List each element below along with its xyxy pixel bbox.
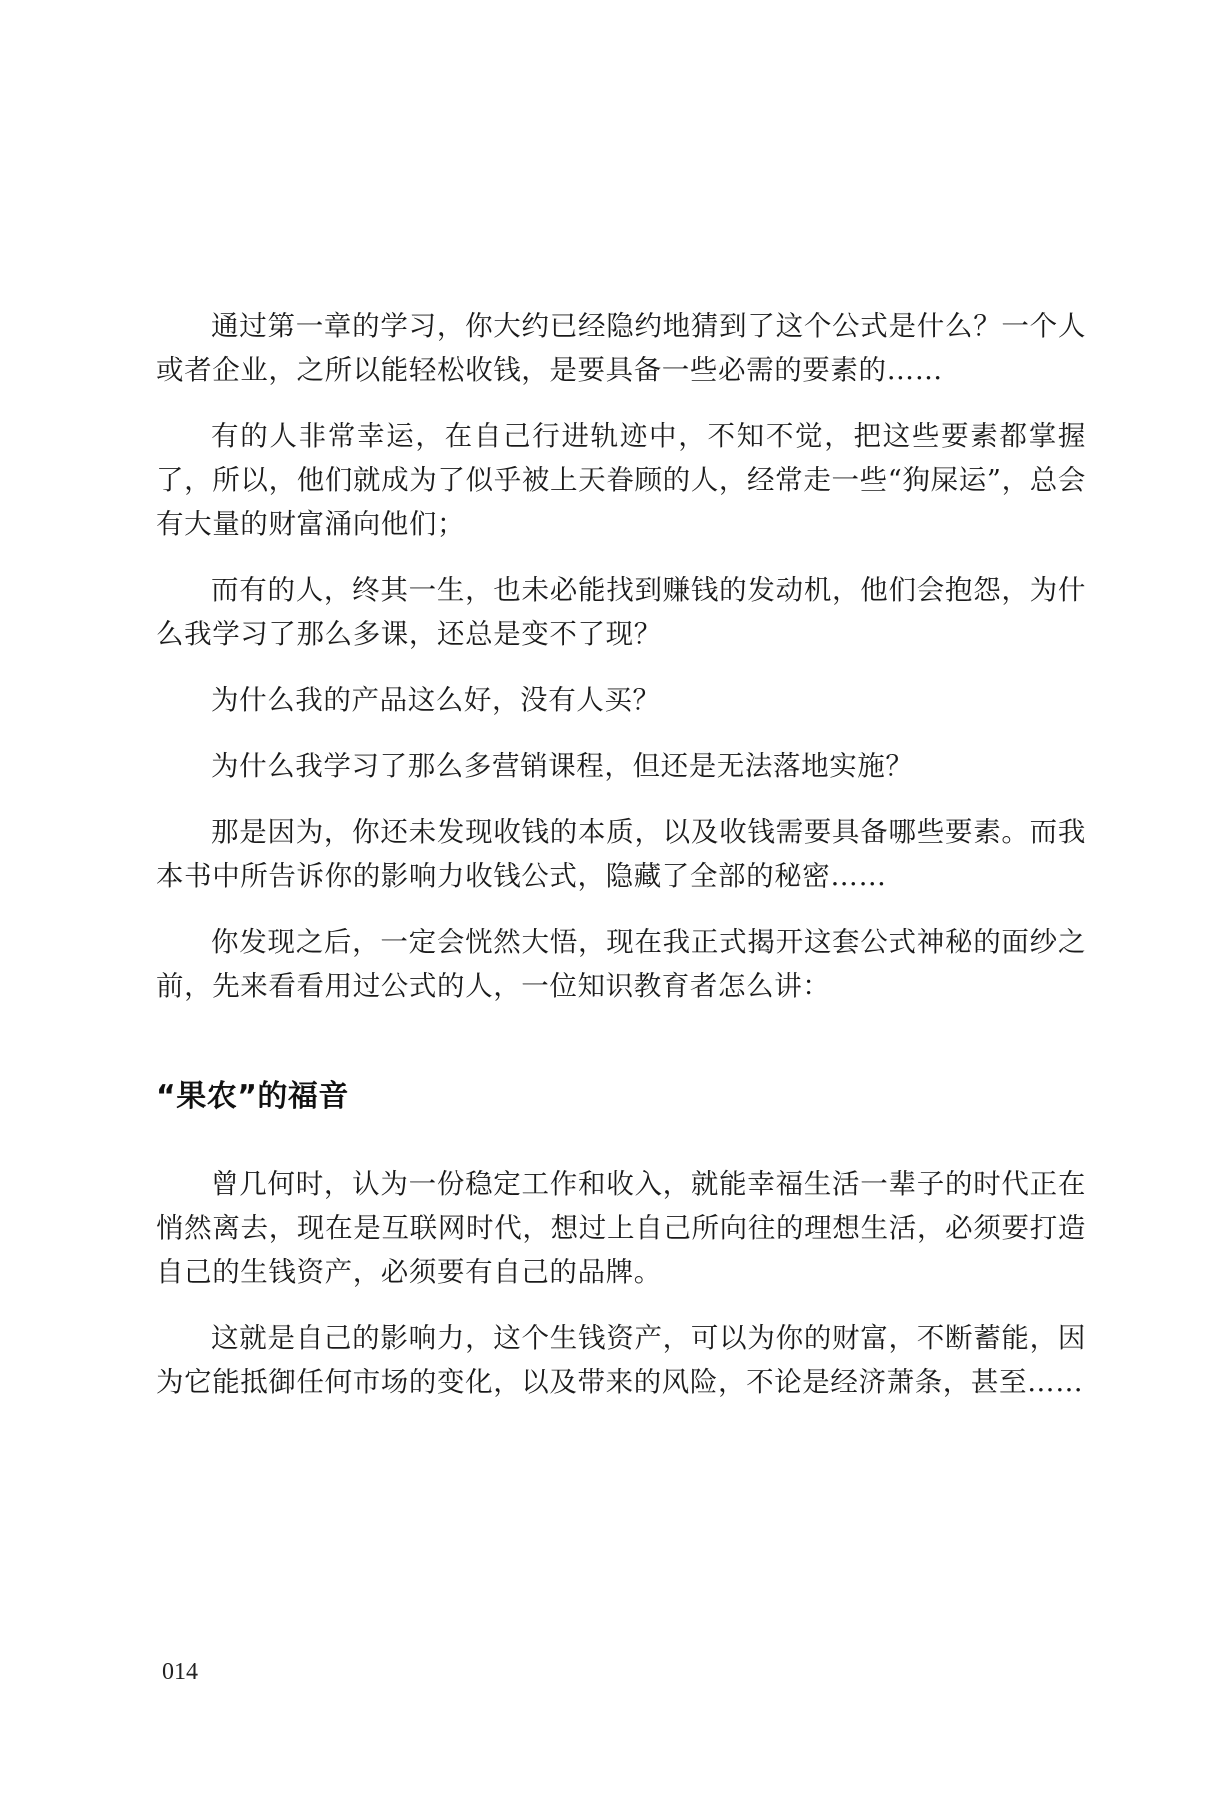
paragraph: 这就是自己的影响力，这个生钱资产，可以为你的财富，不断蓄能，因为它能抵御任何市场的变化，以及带来的风险，不论是经济萧条，甚至…… xyxy=(156,1322,1086,1398)
paragraph: 你发现之后，一定会恍然大悟，现在我正式揭开这套公式神秘的面纱之前，先来看看用过公式的人，一位知识教育者怎么讲： xyxy=(156,926,1086,1002)
body-text-section-one xyxy=(156,304,1086,1030)
paragraph: 曾几何时，认为一份稳定工作和收入，就能幸福生活一辈子的时代正在悄然离去，现在是互联网时代，想过上自己所向往的理想生活，必须要打造自己的生钱资产，必须要有自己的品牌。 xyxy=(156,1168,1086,1288)
paragraph: 通过第一章的学习，你大约已经隐约地猜到了这个公式是什么？一个人或者企业，之所以能轻松收钱，是要具备一些必需的要素的…… xyxy=(156,310,1086,386)
paragraph: 为什么我学习了那么多营销课程，但还是无法落地实施？ xyxy=(211,750,914,782)
paragraph: 那是因为，你还未发现收钱的本质，以及收钱需要具备哪些要素。而我本书中所告诉你的影响力收钱公式，隐藏了全部的秘密…… xyxy=(156,816,1086,892)
paragraph: 有的人非常幸运，在自己行进轨迹中，不知不觉，把这些要素都掌握了，所以，他们就成为了似乎被上天眷顾的人，经常走一些“狗屎运”，总会有大量的财富涌向他们； xyxy=(156,420,1086,540)
paragraph: 而有的人，终其一生，也未必能找到赚钱的发动机，他们会抱怨，为什么我学习了那么多课，还总是变不了现？ xyxy=(156,574,1086,650)
body-text-section-two xyxy=(156,1162,1086,1426)
page-number: 014 xyxy=(162,1659,198,1685)
paragraph: 为什么我的产品这么好，没有人买？ xyxy=(211,684,661,716)
section-heading: “果农”的福音 xyxy=(156,1079,349,1114)
